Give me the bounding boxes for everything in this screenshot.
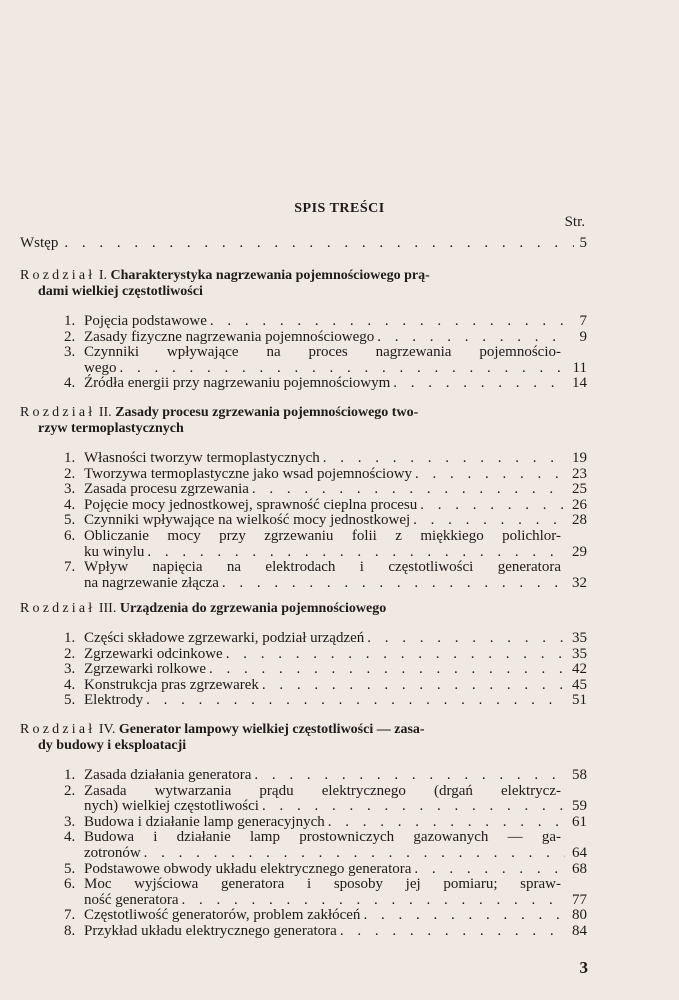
entry-number: 7. <box>64 559 76 576</box>
chapter-label: Rozdział <box>20 722 96 737</box>
toc-entry <box>20 345 587 376</box>
toc-entry <box>20 376 587 392</box>
entry-page: 26 <box>572 496 587 513</box>
entry-text: Częstotliwość generatorów, problem zakłóceń <box>84 907 361 924</box>
entry-page: 23 <box>572 465 587 482</box>
entry-text: Zasady fizyczne nagrzewania pojemnościowego <box>84 328 375 345</box>
leader-dots <box>262 678 565 694</box>
chapter-title-continued: dami wielkiej częstotliwości <box>38 284 203 299</box>
entry-page: 51 <box>572 692 587 709</box>
entry-page: 58 <box>572 767 587 783</box>
chapter-title: Generator lampowy wielkiej częstotliwości — zasa- <box>118 722 425 737</box>
entry-page: 35 <box>572 645 587 662</box>
entry-text-first-line: Zasada wytwarzania prądu elektrycznego (drgań elektrycz- <box>84 782 561 799</box>
entry-page: 11 <box>572 359 587 376</box>
entry-number: 1. <box>64 313 76 329</box>
entry-number: 2. <box>64 465 76 482</box>
entry-number: 5. <box>64 860 76 877</box>
leader-dots <box>226 647 565 663</box>
entry-number: 1. <box>64 767 76 783</box>
toc-entry <box>20 784 587 815</box>
leader-dots <box>363 908 565 924</box>
leader-dots <box>64 235 573 252</box>
entry-number: 4. <box>64 829 76 846</box>
chapter-number: I. <box>98 268 108 283</box>
leader-dots <box>413 513 565 529</box>
chapter-entries <box>20 631 587 709</box>
chapter-number: III. <box>98 601 117 616</box>
toc-entry <box>20 924 587 940</box>
entry-text: Czynniki wpływające na wielkość mocy jednostkowej <box>84 512 411 529</box>
entry-text: Elektrody <box>84 692 144 709</box>
entry-text: Zasada działania generatora <box>84 767 252 783</box>
entry-number: 4. <box>64 496 76 513</box>
leader-dots <box>254 768 565 784</box>
chapter-section <box>20 722 587 940</box>
entry-number: 3. <box>64 813 76 830</box>
entry-text: Przykład układu elektrycznego generatora <box>84 922 337 939</box>
entry-page: 19 <box>572 450 587 466</box>
entry-page: 64 <box>572 844 587 861</box>
toc-entry <box>20 693 587 709</box>
entry-text: Zasada procesu zgrzewania <box>84 481 249 498</box>
leader-dots <box>377 330 565 346</box>
chapter-title-continued: rzyw termoplastycznych <box>38 421 184 436</box>
chapter-section <box>20 405 587 591</box>
toc-entry <box>20 678 587 694</box>
entry-number: 2. <box>64 645 76 662</box>
entry-number: 4. <box>64 375 76 392</box>
toc-entry <box>20 862 587 878</box>
leader-dots <box>323 451 565 467</box>
entry-page: 68 <box>572 860 587 877</box>
toc-entry <box>20 662 587 678</box>
chapter-number: II. <box>98 405 112 420</box>
page-column-label: Str. <box>564 214 585 230</box>
chapter-entries <box>20 314 587 392</box>
chapter-label: Rozdział <box>20 405 96 420</box>
entry-page: 7 <box>579 313 587 329</box>
entry-page: 77 <box>572 891 587 908</box>
toc-entry <box>20 451 587 467</box>
entry-text-first-line: Wpływ napięcia na elektrodach i częstotliwości generatora <box>84 559 561 576</box>
chapter-heading <box>20 722 587 754</box>
chapter-number: IV. <box>98 722 116 737</box>
entry-page: 32 <box>572 574 587 591</box>
entry-text: Podstawowe obwody układu elektrycznego generatora <box>84 860 412 877</box>
entry-text-first-line: Moc wyjściowa generatora i sposoby jej pomiaru; spraw- <box>84 876 561 893</box>
entry-text: Źródła energii przy nagrzewaniu pojemnościowym <box>84 375 391 392</box>
toc-entry <box>20 482 587 498</box>
leader-dots <box>252 482 565 498</box>
entry-number: 4. <box>64 676 76 693</box>
chapter-entries <box>20 451 587 591</box>
entry-page: 9 <box>579 328 587 345</box>
page-title: SPIS TREŚCI <box>294 201 385 216</box>
chapter-entries <box>20 768 587 940</box>
chapter-heading <box>20 268 587 300</box>
entry-number: 5. <box>64 512 76 529</box>
toc-entry <box>20 908 587 924</box>
toc-entry <box>20 560 587 591</box>
leader-dots <box>393 376 565 392</box>
entry-number: 3. <box>64 661 76 678</box>
leader-dots <box>262 799 565 815</box>
toc-entry <box>20 513 587 529</box>
toc-entry <box>20 529 587 560</box>
chapter-label: Rozdział <box>20 601 96 616</box>
entry-page: 59 <box>572 798 587 815</box>
leader-dots <box>210 314 565 330</box>
entry-text: Własności tworzyw termoplastycznych <box>84 450 320 466</box>
entry-text: Pojęcie mocy jednostkowej, sprawność cieplna procesu <box>84 496 418 513</box>
chapter-title: Zasady procesu zgrzewania pojemnościowego two- <box>115 405 419 420</box>
entry-number: 2. <box>64 328 76 345</box>
chapter-heading <box>20 601 587 617</box>
leader-dots <box>209 662 565 678</box>
entry-number: 6. <box>64 876 76 893</box>
entry-number: 3. <box>64 481 76 498</box>
entry-page: 35 <box>572 630 587 646</box>
leader-dots <box>182 893 565 909</box>
entry-page: 45 <box>572 676 587 693</box>
entry-text: ku winylu <box>84 543 145 560</box>
entry-number: 2. <box>64 782 76 799</box>
entry-number: 1. <box>64 630 76 646</box>
chapter-title: Charakterystyka nagrzewania pojemnościowego prą- <box>110 268 430 283</box>
entry-text: Zgrzewarki rolkowe <box>84 661 207 678</box>
entry-text: Zgrzewarki odcinkowe <box>84 645 223 662</box>
leader-dots <box>415 467 565 483</box>
entry-text: nych) wielkiej częstotliwości <box>84 798 259 815</box>
entry-text-first-line: Budowa i działanie lamp prostowniczych gazowanych — ga- <box>84 829 561 846</box>
entry-number: 3. <box>64 344 76 361</box>
toc-intro-page: 5 <box>579 235 587 251</box>
toc-intro-entry <box>20 235 587 252</box>
entry-number: 6. <box>64 527 76 544</box>
toc-entry <box>20 815 587 831</box>
toc-entry <box>20 647 587 663</box>
toc-entry <box>20 877 587 908</box>
chapter-section <box>20 601 587 709</box>
entry-page: 25 <box>572 481 587 498</box>
toc-entry <box>20 314 587 330</box>
entry-text: wego <box>84 359 117 376</box>
leader-dots <box>414 862 565 878</box>
toc-entry <box>20 330 587 346</box>
leader-dots <box>340 924 565 940</box>
leader-dots <box>328 815 565 831</box>
chapter-label: Rozdział <box>20 268 96 283</box>
entry-text: Pojęcia podstawowe <box>84 313 207 329</box>
toc-intro-label: Wstęp <box>20 235 59 251</box>
entry-text: zotronów <box>84 844 141 861</box>
entry-number: 7. <box>64 907 76 924</box>
entry-text: ność generatora <box>84 891 179 908</box>
entry-text: Tworzywa termoplastyczne jako wsad pojemnościowy <box>84 465 413 482</box>
leader-dots <box>146 693 565 709</box>
entry-text: na nagrzewanie złącza <box>84 574 219 591</box>
chapter-section <box>20 268 587 392</box>
entry-page: 61 <box>572 813 587 830</box>
entry-page: 29 <box>572 543 587 560</box>
leader-dots <box>147 545 565 561</box>
chapter-heading <box>20 405 587 437</box>
entry-text-first-line: Obliczanie mocy przy zgrzewaniu folii z miękkiego polichlor- <box>84 527 561 544</box>
entry-page: 28 <box>572 512 587 529</box>
toc-entry <box>20 467 587 483</box>
entry-number: 1. <box>64 450 76 466</box>
entry-text: Konstrukcja pras zgrzewarek <box>84 676 259 693</box>
entry-page: 84 <box>572 922 587 939</box>
leader-dots <box>420 498 565 514</box>
leader-dots <box>222 576 565 592</box>
toc-entry <box>20 498 587 514</box>
entry-page: 14 <box>572 375 587 392</box>
entry-text: Budowa i działanie lamp generacyjnych <box>84 813 325 830</box>
toc-entry <box>20 768 587 784</box>
entry-page: 42 <box>572 661 587 678</box>
leader-dots <box>367 631 565 647</box>
toc-entry <box>20 830 587 861</box>
entry-text: Części składowe zgrzewarki, podział urządzeń <box>84 630 365 646</box>
leader-dots <box>144 846 565 862</box>
toc-entry <box>20 631 587 647</box>
entry-number: 8. <box>64 922 76 939</box>
entry-number: 5. <box>64 692 76 709</box>
chapter-title-continued: dy budowy i eksploatacji <box>38 738 187 753</box>
page-number: 3 <box>579 958 588 977</box>
chapter-title: Urządzenia do zgrzewania pojemnościowego <box>119 601 387 616</box>
entry-page: 80 <box>572 907 587 924</box>
entry-text-first-line: Czynniki wpływające na proces nagrzewania pojemnościo- <box>84 344 561 361</box>
